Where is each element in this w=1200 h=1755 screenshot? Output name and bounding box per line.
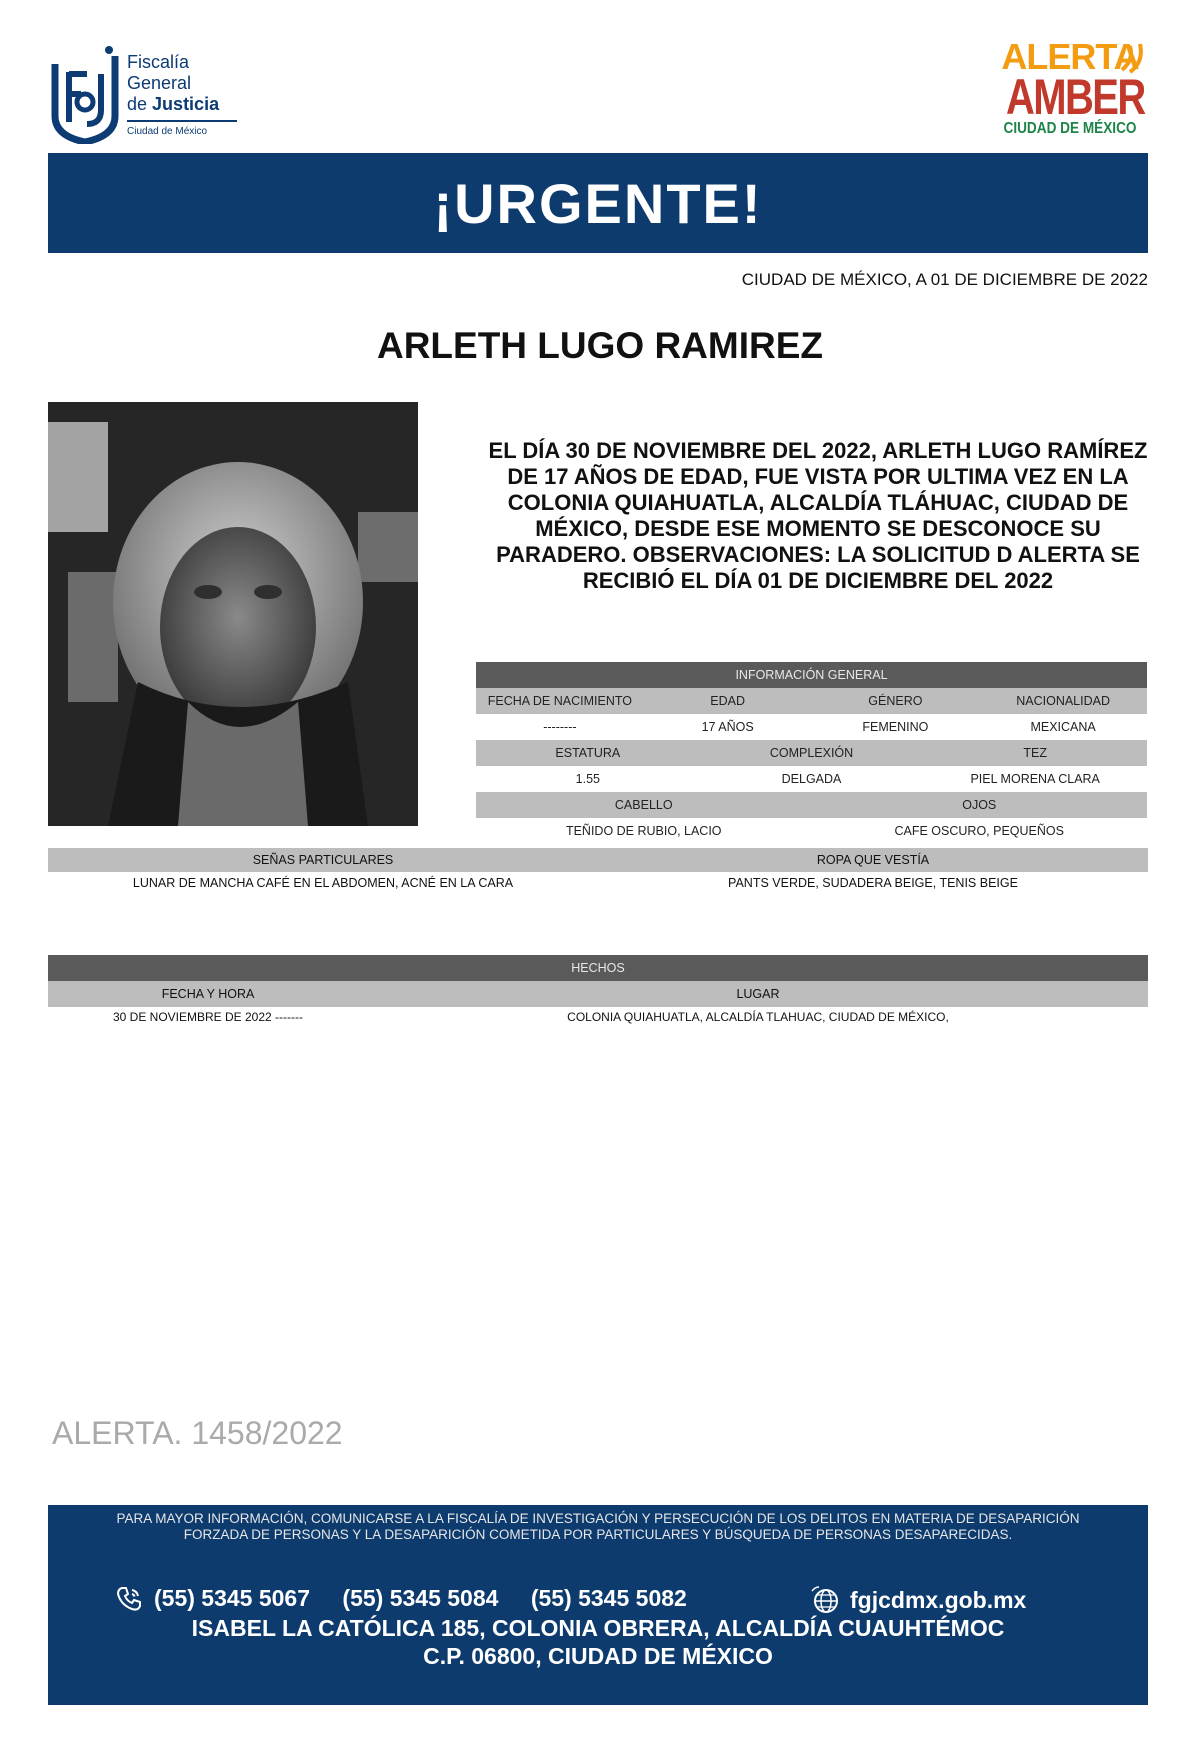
urgent-banner [48,153,1148,253]
fgj-line-3: de [127,94,148,114]
value-senas: LUNAR DE MANCHA CAFÉ EN EL ABDOMEN, ACNÉ EN LA CARA [132,876,514,890]
label-nacionalidad: NACIONALIDAD [1016,694,1111,708]
hechos-title: HECHOS [571,961,625,975]
info-row2-values [476,766,1147,792]
value-genero: FEMENINO [862,720,929,734]
value-ropa: PANTS VERDE, SUDADERA BEIGE, TENIS BEIGE [728,876,1018,890]
fgj-line-1: Fiscalía [127,52,190,72]
website-link[interactable]: fgjcdmx.gob.mx [850,1586,1027,1613]
label-genero: GÉNERO [868,694,923,708]
label-senas: SEÑAS PARTICULARES [252,853,394,867]
senas-labels [48,848,1148,872]
fgj-line-2: General [127,73,192,93]
value-ojos: CAFE OSCURO, PEQUEÑOS [894,824,1064,838]
phone-group [116,1585,713,1612]
amber-alerta-text: ALERTA [1001,36,1139,77]
label-cabello: CABELLO [614,798,673,812]
urgent-title: ¡URGENTE! [433,171,763,235]
senas-values [48,872,1148,894]
value-fecha-nacimiento: -------- [543,720,577,734]
contact-footer [48,1505,1148,1705]
info-row3-values [476,818,1147,844]
label-ropa: ROPA QUE VESTÍA [816,853,930,867]
hechos-table [48,955,1148,1027]
label-tez: TEZ [1023,746,1047,760]
label-ojos: OJOS [962,798,997,812]
label-fecha-nacimiento: FECHA DE NACIMIENTO [487,694,632,708]
fgj-line-4: Justicia [152,94,220,114]
value-lugar: COLONIA QUIAHUATLA, ALCALDÍA TLAHUAC, CIUDAD DE MÉXICO, [567,1010,949,1024]
info-general-table [476,662,1147,844]
label-lugar: LUGAR [736,987,780,1001]
value-edad: 17 AÑOS [701,720,754,734]
label-fecha-hora: FECHA Y HORA [161,987,255,1001]
globe-icon [810,1585,840,1615]
fgj-divider [127,120,237,122]
fgj-logo [47,44,237,144]
hechos-header [48,955,1148,981]
hechos-values [48,1007,1148,1027]
hechos-labels [48,981,1148,1007]
website-group [810,1585,1026,1615]
description-text: EL DÍA 30 DE NOVIEMBRE DEL 2022, ARLETH LUGO RAMÍREZ DE 17 AÑOS DE EDAD, FUE VISTA POR ULTIMA VEZ EN LA COLONIA QUIAHUATLA, ALCALDÍA TLÁHUAC, CIUDAD DE MÉXICO, DESDE ESE MOMENTO SE DESCONOCE SU PARADERO. OBSERVACIONES: LA SOLICITUD D ALERTA SE RECIBIÓ EL DÍA 01 DE DICIEMBRE DEL 2022 [488,438,1148,593]
value-fecha-hora: 30 DE NOVIEMBRE DE 2022 ------- [112,1010,304,1024]
fgj-wordmark [127,52,242,138]
senas-table [48,848,1148,894]
value-complexion: DELGADA [781,772,842,786]
value-estatura: 1.55 [575,772,600,786]
footer-info-line-1: PARA MAYOR INFORMACIÓN, COMUNICARSE A LA FISCALÍA DE INVESTIGACIÓN Y PERSECUCIÓN DE LOS DELITOS EN MATERIA DE DESAPARICIÓN [116,1511,1080,1526]
info-row1-values [476,714,1147,740]
footer-info-line-2: FORZADA DE PERSONAS Y LA DESAPARICIÓN COMETIDA POR PARTICULARES Y BÚSQUEDA DE PERSONAS DESAPARECIDAS. [183,1527,1013,1542]
phone-number-3[interactable]: (55) 5345 5082 [530,1585,687,1611]
footer-info-text [48,1511,1148,1543]
alert-number: ALERTA. 1458/2022 [52,1415,343,1451]
address-line-1: ISABEL LA CATÓLICA 185, COLONIA OBRERA, ALCALDÍA CUAUHTÉMOC [191,1615,1005,1641]
info-row3-labels [476,792,1147,818]
person-photo [48,402,418,826]
fgj-emblem-icon [47,44,123,144]
alerta-amber-logo [990,36,1150,150]
address-line-2: C.P. 06800, CIUDAD DE MÉXICO [423,1643,773,1669]
info-row1-labels [476,688,1147,714]
value-nacionalidad: MEXICANA [1030,720,1096,734]
phone-number-2[interactable]: (55) 5345 5084 [342,1585,499,1611]
info-general-title: INFORMACIÓN GENERAL [735,668,888,682]
label-complexion: COMPLEXIÓN [769,746,854,760]
phone-icon [116,1586,142,1612]
date-line: CIUDAD DE MÉXICO, A 01 DE DICIEMBRE DE 2022 [741,270,1148,289]
value-tez: PIEL MORENA CLARA [970,772,1100,786]
amber-amber-text: AMBER [1006,69,1145,125]
fgj-city: Ciudad de México [127,126,208,137]
value-cabello: TEÑIDO DE RUBIO, LACIO [565,824,722,838]
info-general-header [476,662,1147,688]
amber-city-text: CIUDAD DE MÉXICO [1003,120,1137,137]
label-estatura: ESTATURA [555,746,621,760]
phone-number-1[interactable]: (55) 5345 5067 [154,1585,311,1611]
person-name: ARLETH LUGO RAMIREZ [376,325,824,366]
info-row2-labels [476,740,1147,766]
label-edad: EDAD [710,694,745,708]
